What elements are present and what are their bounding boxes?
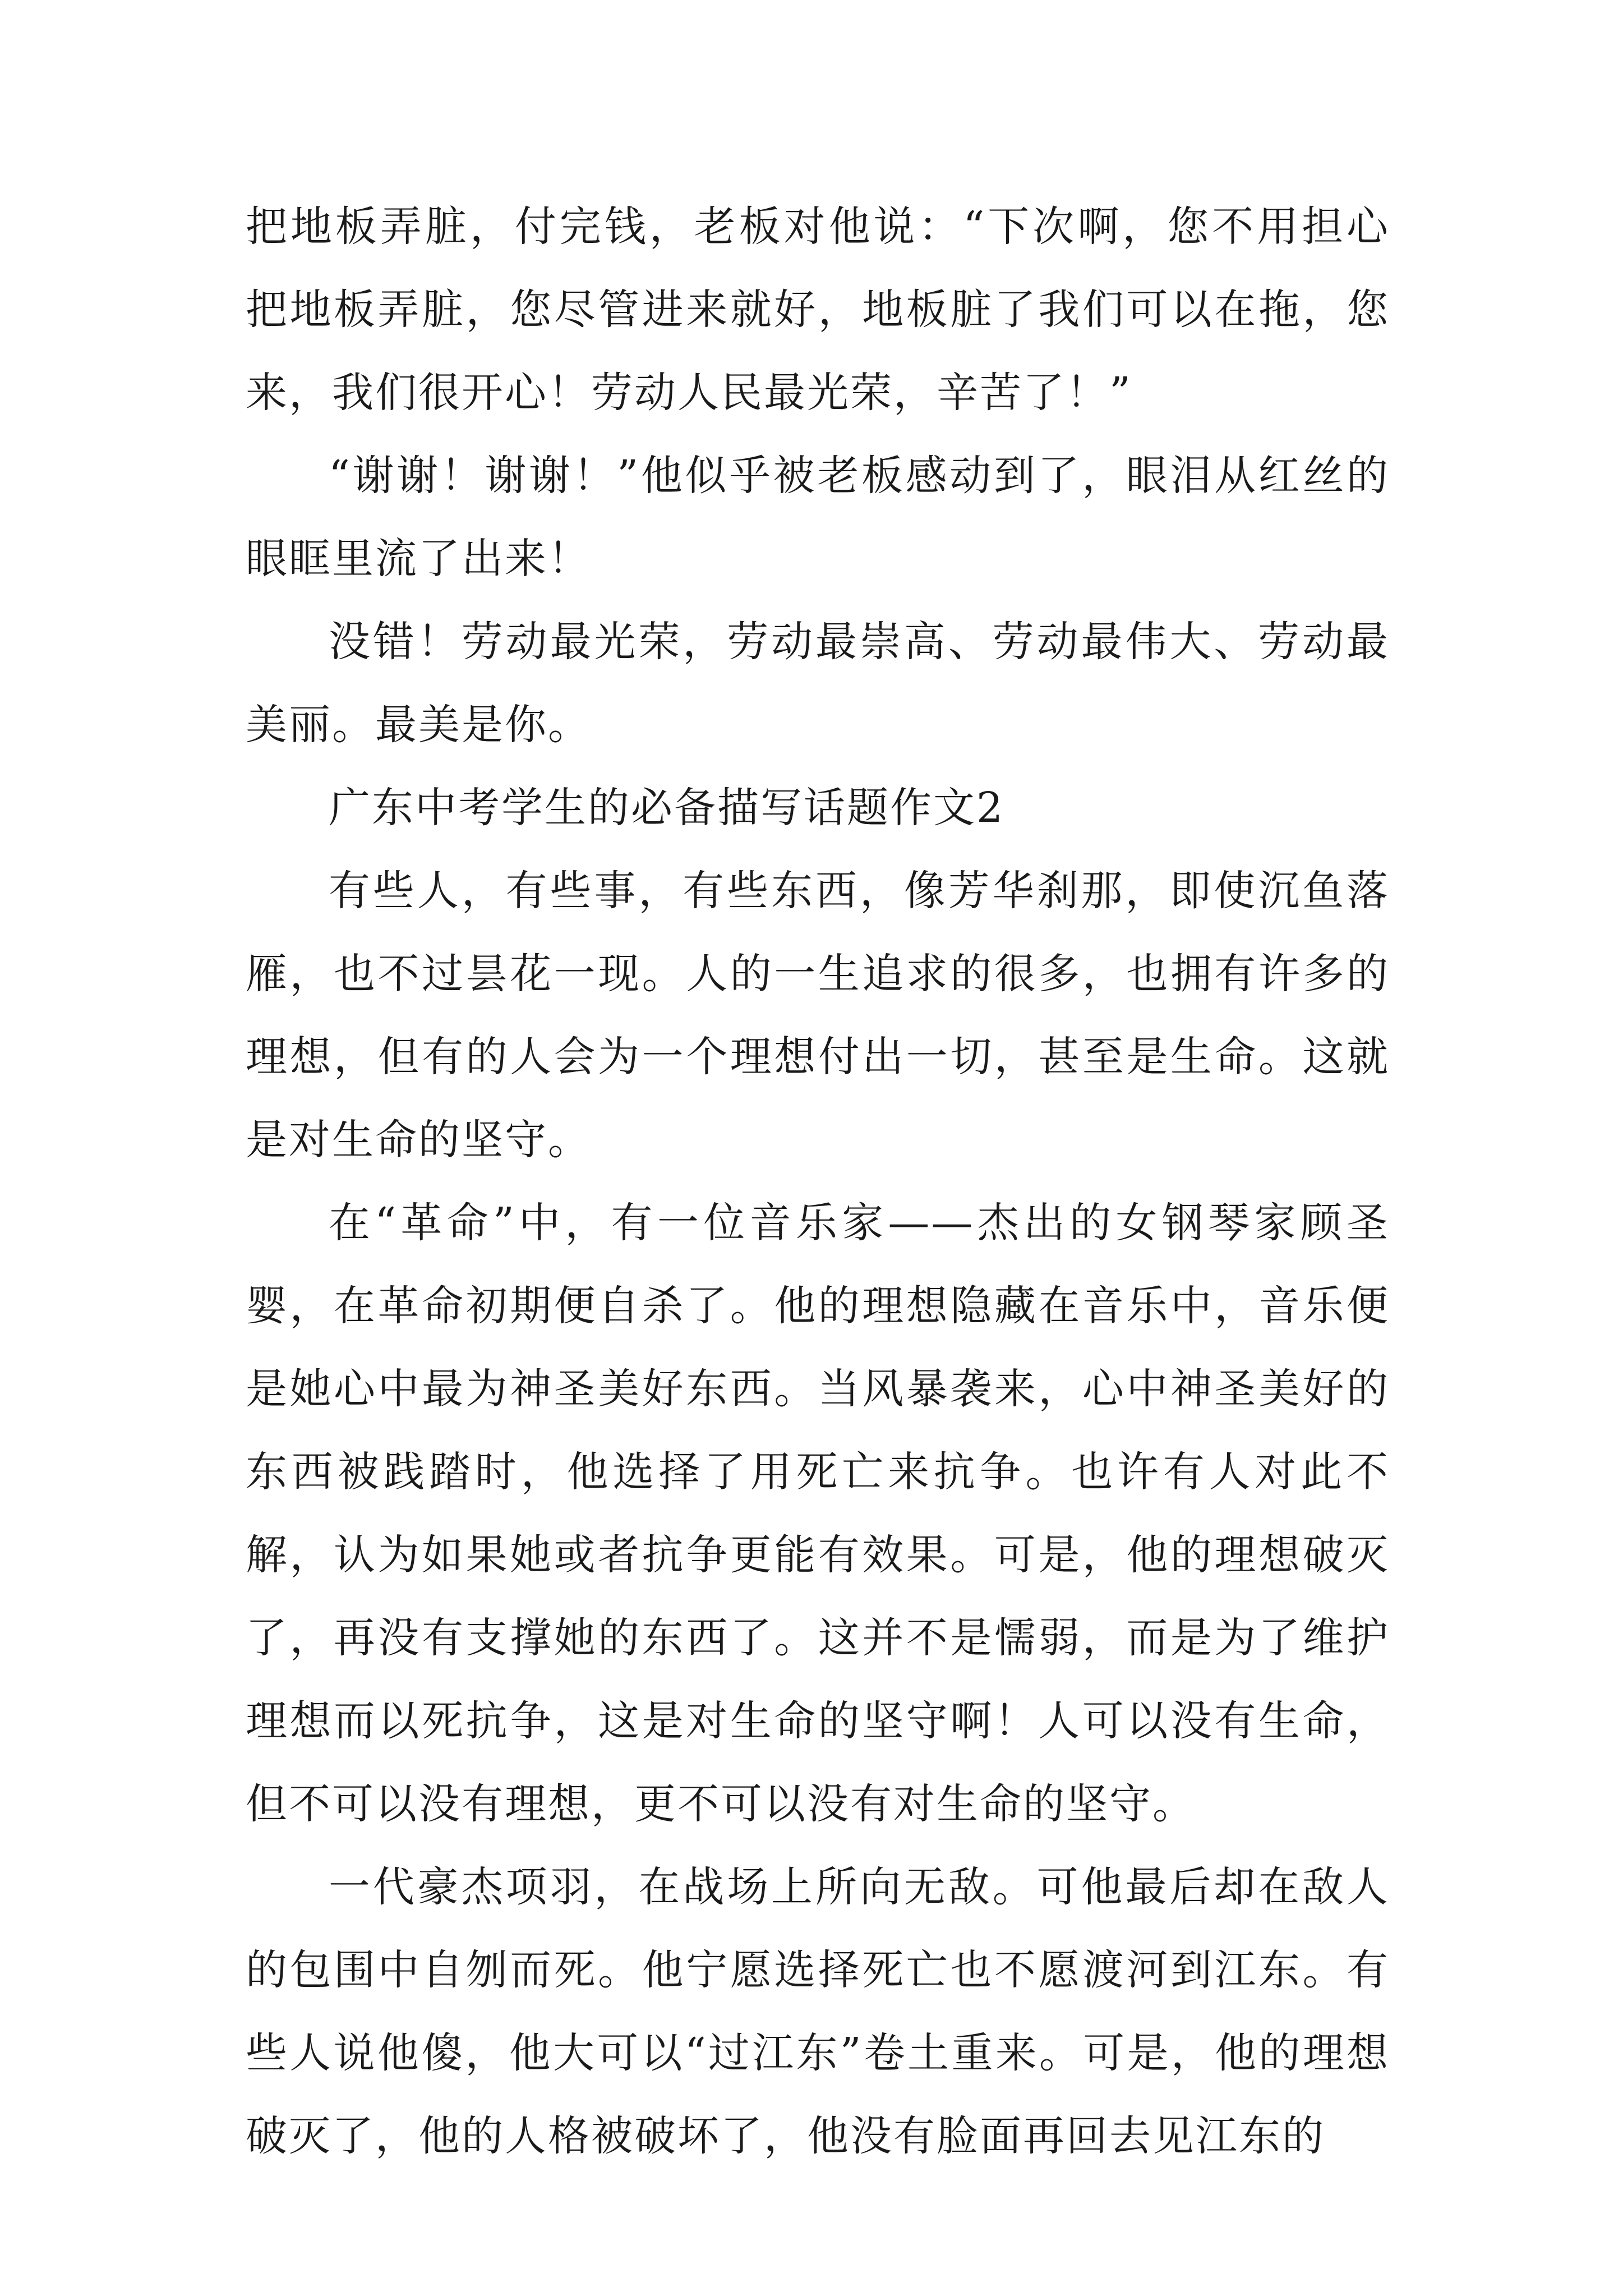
document-body: [246, 185, 1390, 2178]
paragraph-xiangyu: 一代豪杰项羽，在战场上所向无敌。可他最后却在敌人的包围中自刎而死。他宁愿选择死亡也不愿渡河到江东。有些人说他傻，他大可以“过江东”卷土重来。可是，他的理想破灭了，他的人格被破坏了，他没有脸面再回去见江东的: [246, 1863, 1390, 2160]
paragraph-intro: 有些人，有些事，有些东西，像芳华刹那，即使沉鱼落雁，也不过昙花一现。人的一生追求的很多，也拥有许多的理想，但有的人会为一个理想付出一切，甚至是生命。这就是对生命的坚守。: [246, 867, 1390, 1164]
paragraph-pianist: 在“革命”中，有一位音乐家——杰出的女钢琴家顾圣婴，在革命初期便自杀了。他的理想隐藏在音乐中，音乐便是她心中最为神圣美好东西。当风暴袭来，心中神圣美好的东西被践踏时，他选择了用死亡来抗争。也许有人对此不解，认为如果她或者抗争更能有效果。可是，他的理想破灭了，再没有支撑她的东西了。这并不是懦弱，而是为了维护理想而以死抗争，这是对生命的坚守啊！人可以没有生命，但不可以没有理想，更不可以没有对生命的坚守。: [246, 1199, 1390, 1828]
paragraph-labor: 没错！劳动最光荣，劳动最崇高、劳动最伟大、劳动最美丽。最美是你。: [246, 618, 1390, 749]
essay-heading: 广东中考学生的必备描写话题作文2: [329, 784, 1005, 832]
paragraph-continued: 把地板弄脏，付完钱，老板对他说：“下次啊，您不用担心把地板弄脏，您尽管进来就好，地板脏了我们可以在拖，您来，我们很开心！劳动人民最光荣，辛苦了！”: [246, 203, 1390, 417]
paragraph-thanks: “谢谢！谢谢！”他似乎被老板感动到了，眼泪从红丝的眼眶里流了出来！: [246, 452, 1390, 583]
